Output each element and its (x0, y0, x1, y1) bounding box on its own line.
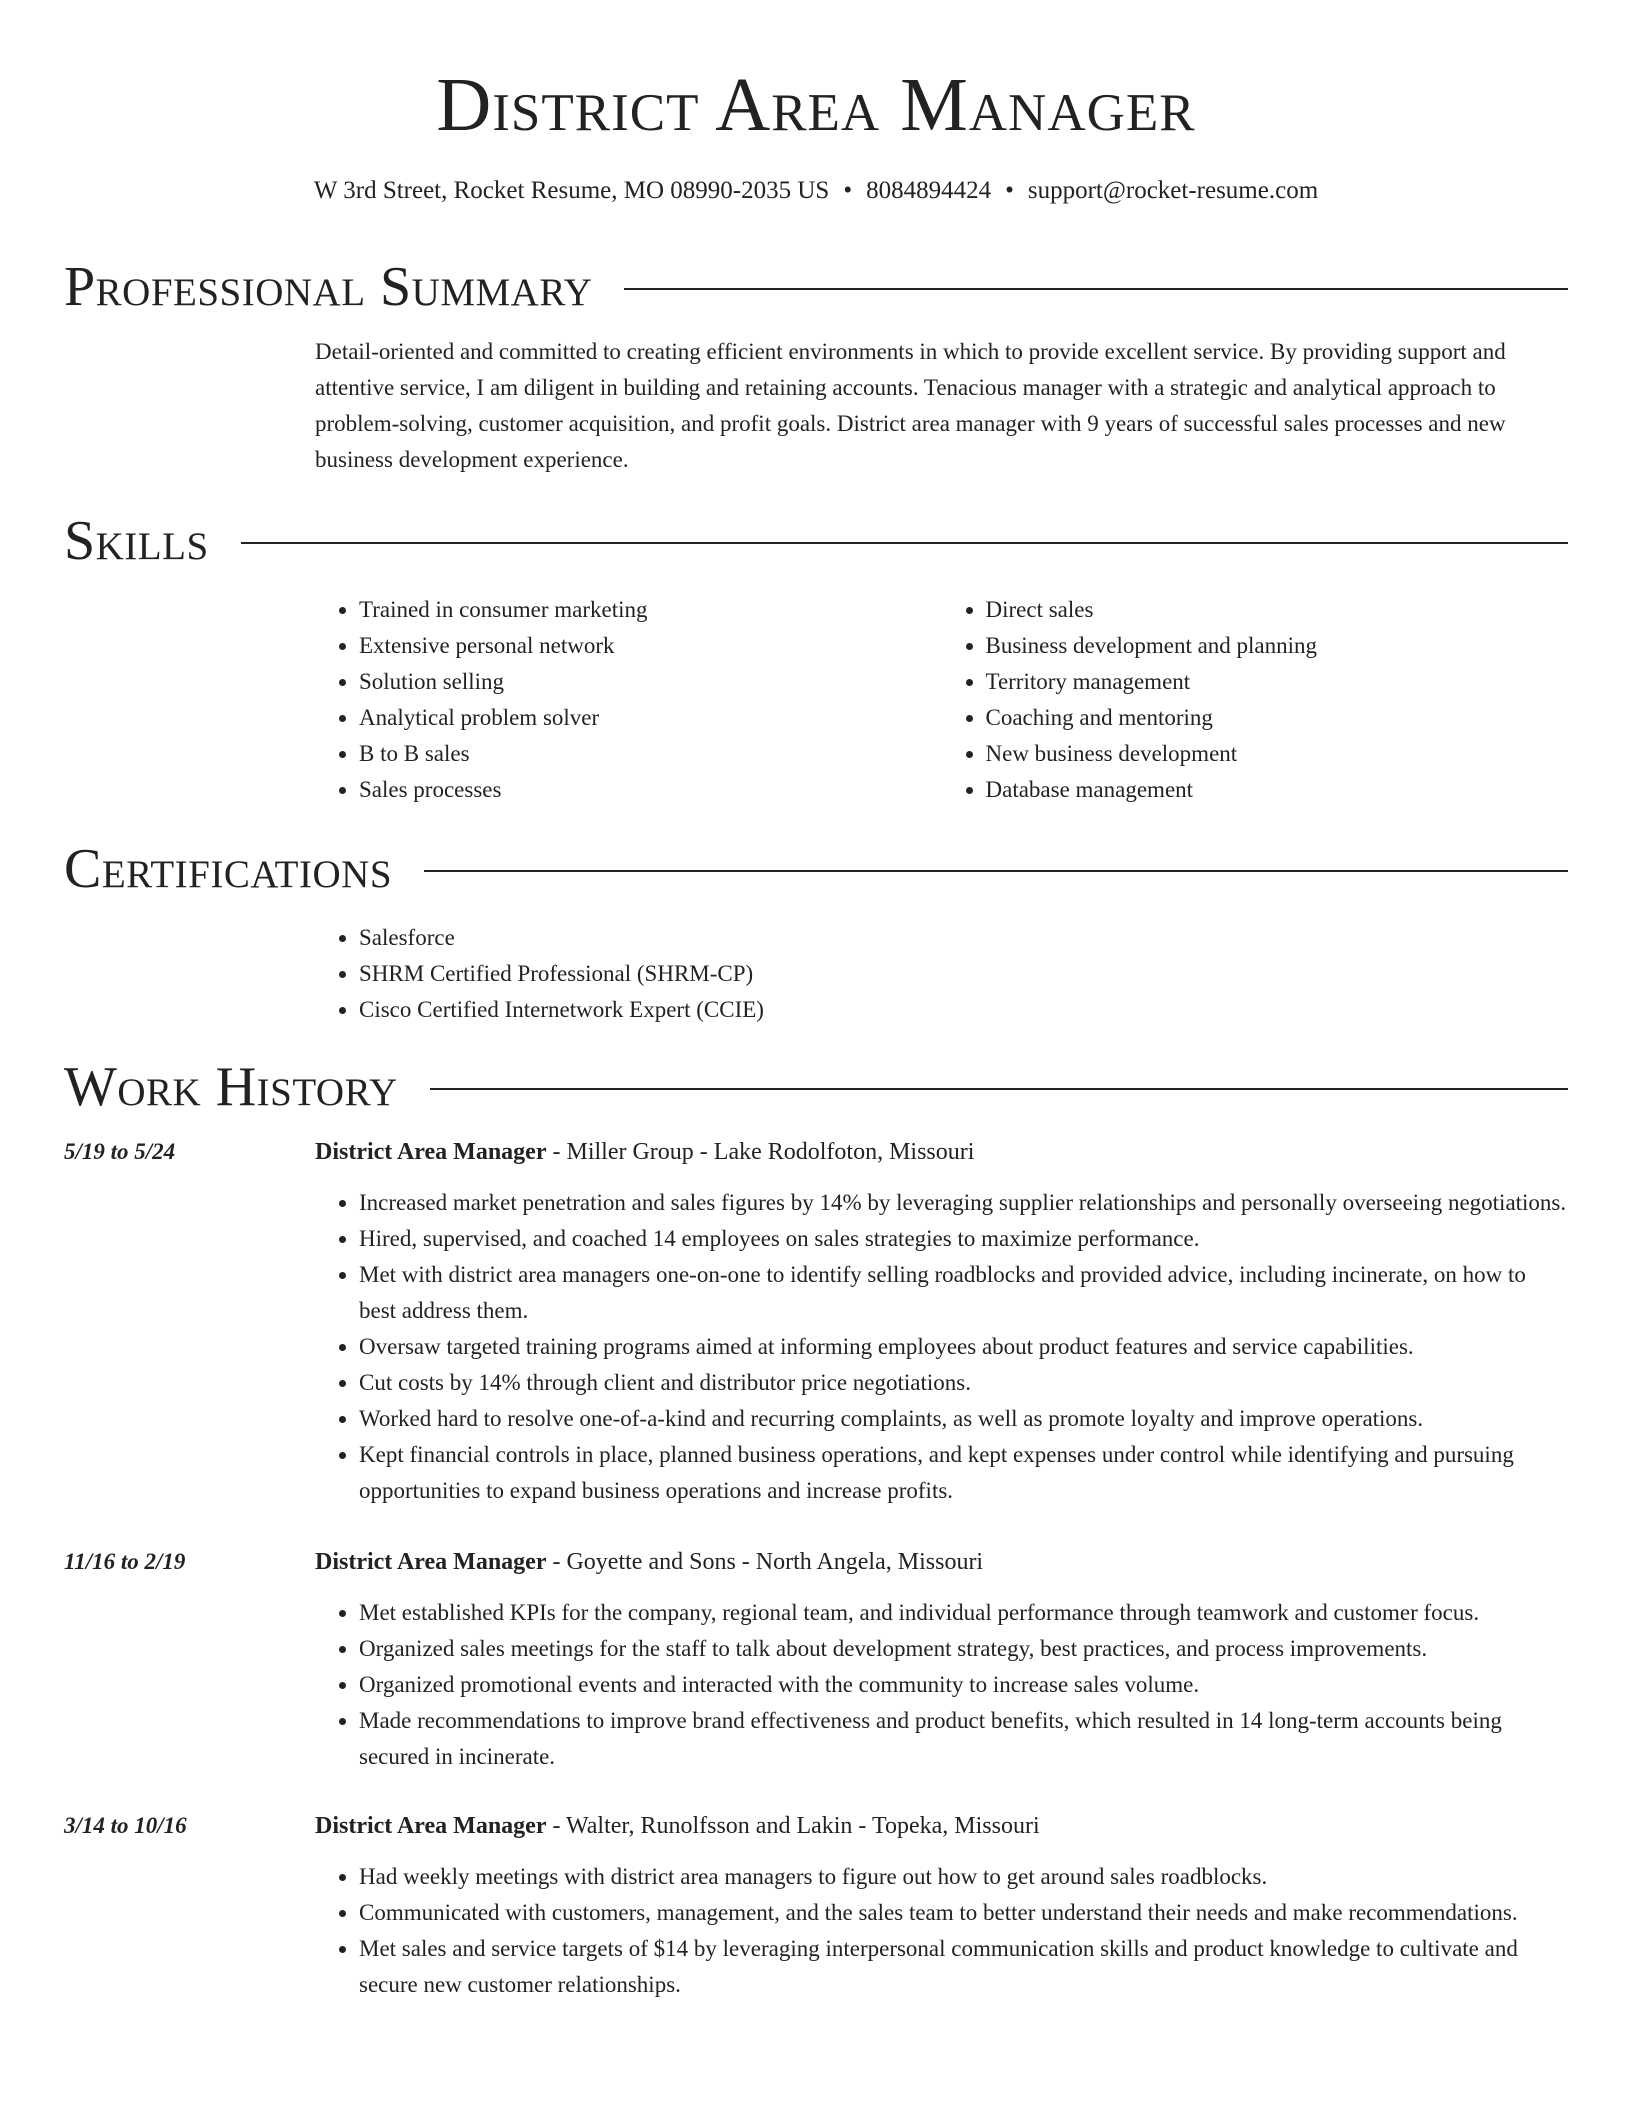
job-entry (64, 1134, 1568, 1509)
certification-item: • Salesforce (359, 920, 1568, 956)
certifications-body (315, 920, 1568, 1028)
skill-item: • Solution selling (359, 664, 942, 700)
job-bullets (315, 1185, 1568, 1509)
job-bullet: • Made recommendations to improve brand effectiveness and product benefits, which resulted in 14 long-term accounts being secured in incinerate. (359, 1703, 1568, 1775)
job-bullet: • Increased market penetration and sales figures by 14% by leveraging supplier relationships and personally overseeing negotiations. (359, 1185, 1568, 1221)
job-employer: - Walter, Runolfsson and Lakin - Topeka, Missouri (546, 1813, 1040, 1839)
contact-line (0, 174, 1632, 208)
skills-list-right (942, 592, 1569, 808)
job-employer: - Miller Group - Lake Rodolfoton, Missouri (546, 1139, 975, 1165)
job-bullet: • Oversaw targeted training programs aimed at informing employees about product features and service capabilities. (359, 1329, 1568, 1365)
skill-item: • Sales processes (359, 772, 942, 808)
certifications-section (64, 836, 1568, 1028)
job-heading (315, 1544, 1568, 1580)
section-divider (624, 288, 1568, 290)
section-divider (424, 870, 1568, 872)
job-bullet: • Communicated with customers, management, and the sales team to better understand their needs and make recommendations. (359, 1895, 1568, 1931)
job-title: District Area Manager (315, 1139, 547, 1165)
certifications-title: Certifications (64, 838, 393, 900)
skills-title: Skills (64, 510, 209, 572)
skills-heading (64, 508, 1568, 574)
skill-item: • Direct sales (986, 592, 1569, 628)
summary-heading (64, 254, 1568, 320)
job-bullet: • Hired, supervised, and coached 14 employees on sales strategies to maximize performance. (359, 1221, 1568, 1257)
job-bullet: • Kept financial controls in place, planned business operations, and kept expenses under control while identifying and pursuing opportunities to expand business operations and increase profits. (359, 1437, 1568, 1509)
summary-section (64, 254, 1568, 478)
job-entry (64, 1808, 1568, 2003)
work-section (64, 1054, 1568, 2003)
certification-item: • Cisco Certified Internetwork Expert (CCIE) (359, 992, 1568, 1028)
job-main (315, 1544, 1568, 1775)
certifications-list (315, 920, 1568, 1028)
skill-item: • Extensive personal network (359, 628, 942, 664)
job-main (315, 1808, 1568, 2003)
summary-text: Detail-oriented and committed to creating efficient environments in which to provide excellent service. By providing support and attentive service, I am diligent in building and retaining accounts. Tenacious manager with a strategic and analytical approach to problem-solving, customer acquisition, and profit goals. District area manager with 9 years of successful sales processes and new business development experience. (315, 339, 1506, 472)
section-divider (241, 542, 1568, 544)
resume-name: District Area Manager (436, 63, 1196, 147)
work-heading (64, 1054, 1568, 1120)
job-dates: 3/14 to 10/16 (64, 1813, 187, 1838)
skills-grid (315, 592, 1568, 808)
job-main (315, 1134, 1568, 1509)
contact-email: support@rocket-resume.com (1027, 177, 1319, 204)
job-title: District Area Manager (315, 1813, 547, 1839)
job-heading (315, 1134, 1568, 1170)
skill-item: • Trained in consumer marketing (359, 592, 942, 628)
contact-phone: 8084894424 (866, 177, 992, 204)
job-dates: 11/16 to 2/19 (64, 1549, 186, 1574)
job-bullet: • Met with district area managers one-on-one to identify selling roadblocks and provided advice, including incinerate, on how to best address them. (359, 1257, 1568, 1329)
skill-item: • New business development (986, 736, 1569, 772)
summary-body (315, 334, 1568, 478)
certifications-heading (64, 836, 1568, 902)
work-title: Work History (64, 1056, 398, 1118)
skill-item: • Business development and planning (986, 628, 1569, 664)
job-heading (315, 1808, 1568, 1844)
contact-address: W 3rd Street, Rocket Resume, MO 08990-2035 US (313, 177, 830, 204)
job-employer: - Goyette and Sons - North Angela, Missouri (546, 1549, 984, 1575)
job-bullet: • Met sales and service targets of $14 by leveraging interpersonal communication skills and product knowledge to cultivate and secure new customer relationships. (359, 1931, 1568, 2003)
skills-list-left (315, 592, 942, 808)
job-dates: 5/19 to 5/24 (64, 1139, 176, 1164)
summary-title: Professional Summary (64, 256, 593, 318)
skill-item: • B to B sales (359, 736, 942, 772)
skill-item: • Coaching and mentoring (986, 700, 1569, 736)
job-bullet: • Cut costs by 14% through client and distributor price negotiations. (359, 1365, 1568, 1401)
skill-item: • Analytical problem solver (359, 700, 942, 736)
job-bullet: • Met established KPIs for the company, regional team, and individual performance through teamwork and customer focus. (359, 1595, 1568, 1631)
job-bullet: • Organized promotional events and interacted with the community to increase sales volume. (359, 1667, 1568, 1703)
contact-separator: • (843, 177, 853, 204)
job-bullet: • Organized sales meetings for the staff to talk about development strategy, best practices, and process improvements. (359, 1631, 1568, 1667)
job-entry (64, 1544, 1568, 1775)
contact-separator: • (1005, 177, 1014, 204)
job-bullets (315, 1859, 1568, 2003)
job-title: District Area Manager (315, 1549, 547, 1575)
certification-item: • SHRM Certified Professional (SHRM-CP) (359, 956, 1568, 992)
skills-section (64, 508, 1568, 808)
job-bullet: • Worked hard to resolve one-of-a-kind and recurring complaints, as well as promote loyalty and improve operations. (359, 1401, 1568, 1437)
section-divider (430, 1088, 1568, 1090)
skill-item: • Database management (986, 772, 1569, 808)
job-bullet: • Had weekly meetings with district area managers to figure out how to get around sales roadblocks. (359, 1859, 1568, 1895)
skill-item: • Territory management (986, 664, 1569, 700)
job-bullets (315, 1595, 1568, 1775)
